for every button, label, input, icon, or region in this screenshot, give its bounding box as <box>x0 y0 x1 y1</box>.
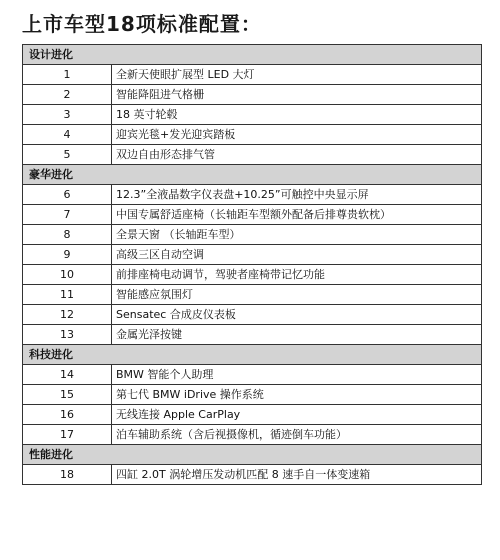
row-number: 7 <box>23 205 112 225</box>
row-feature: 18 英寸轮毂 <box>112 105 482 125</box>
row-feature: 无线连接 Apple CarPlay <box>112 405 482 425</box>
table-row <box>23 125 482 145</box>
row-number: 14 <box>23 365 112 385</box>
row-number: 8 <box>23 225 112 245</box>
row-feature: 泊车辅助系统（含后视摄像机，循迹倒车功能） <box>112 425 482 445</box>
table-row <box>23 205 482 225</box>
table-row <box>23 465 482 485</box>
row-number: 6 <box>23 185 112 205</box>
table-row <box>23 65 482 85</box>
row-number: 2 <box>23 85 112 105</box>
table-row <box>23 385 482 405</box>
row-feature: 双边自由形态排气管 <box>112 145 482 165</box>
row-feature: 全新天使眼扩展型 LED 大灯 <box>112 65 482 85</box>
row-feature: Sensatec 合成皮仪表板 <box>112 305 482 325</box>
section-title: 设计进化 <box>23 45 482 65</box>
row-number: 13 <box>23 325 112 345</box>
table-row <box>23 245 482 265</box>
page-title: 上市车型18项标准配置： <box>22 12 262 36</box>
table-row <box>23 325 482 345</box>
row-number: 3 <box>23 105 112 125</box>
row-number: 15 <box>23 385 112 405</box>
table-row <box>23 145 482 165</box>
row-feature: 智能降阻进气格栅 <box>112 85 482 105</box>
section-header-luxury <box>23 165 482 185</box>
table-row <box>23 265 482 285</box>
table-row <box>23 425 482 445</box>
row-number: 9 <box>23 245 112 265</box>
table-row <box>23 405 482 425</box>
row-feature: 迎宾光毯+发光迎宾踏板 <box>112 125 482 145</box>
row-number: 1 <box>23 65 112 85</box>
standard-config-table <box>22 44 482 485</box>
row-feature: 智能感应氛围灯 <box>112 285 482 305</box>
row-number: 5 <box>23 145 112 165</box>
row-number: 4 <box>23 125 112 145</box>
row-feature: 12.3”全液晶数字仪表盘+10.25”可触控中央显示屏 <box>112 185 482 205</box>
section-title: 性能进化 <box>23 445 482 465</box>
table-row <box>23 85 482 105</box>
section-title: 科技进化 <box>23 345 482 365</box>
row-number: 18 <box>23 465 112 485</box>
row-feature: 四缸 2.0T 涡轮增压发动机匹配 8 速手自一体变速箱 <box>112 465 482 485</box>
row-feature: 高级三区自动空调 <box>112 245 482 265</box>
table-row <box>23 185 482 205</box>
row-feature: 全景天窗 （长轴距车型） <box>112 225 482 245</box>
row-number: 17 <box>23 425 112 445</box>
section-header-performance <box>23 445 482 465</box>
section-header-design <box>23 45 482 65</box>
table-row <box>23 305 482 325</box>
section-header-tech <box>23 345 482 365</box>
section-title: 豪华进化 <box>23 165 482 185</box>
table-row <box>23 105 482 125</box>
row-feature: 金属光泽按键 <box>112 325 482 345</box>
row-number: 11 <box>23 285 112 305</box>
row-feature: 中国专属舒适座椅（长轴距车型额外配备后排尊贵软枕） <box>112 205 482 225</box>
table-row <box>23 365 482 385</box>
row-number: 12 <box>23 305 112 325</box>
row-feature: 第七代 BMW iDrive 操作系统 <box>112 385 482 405</box>
table-row <box>23 225 482 245</box>
row-number: 10 <box>23 265 112 285</box>
row-number: 16 <box>23 405 112 425</box>
row-feature: 前排座椅电动调节，驾驶者座椅带记忆功能 <box>112 265 482 285</box>
table-row <box>23 285 482 305</box>
row-feature: BMW 智能个人助理 <box>112 365 482 385</box>
